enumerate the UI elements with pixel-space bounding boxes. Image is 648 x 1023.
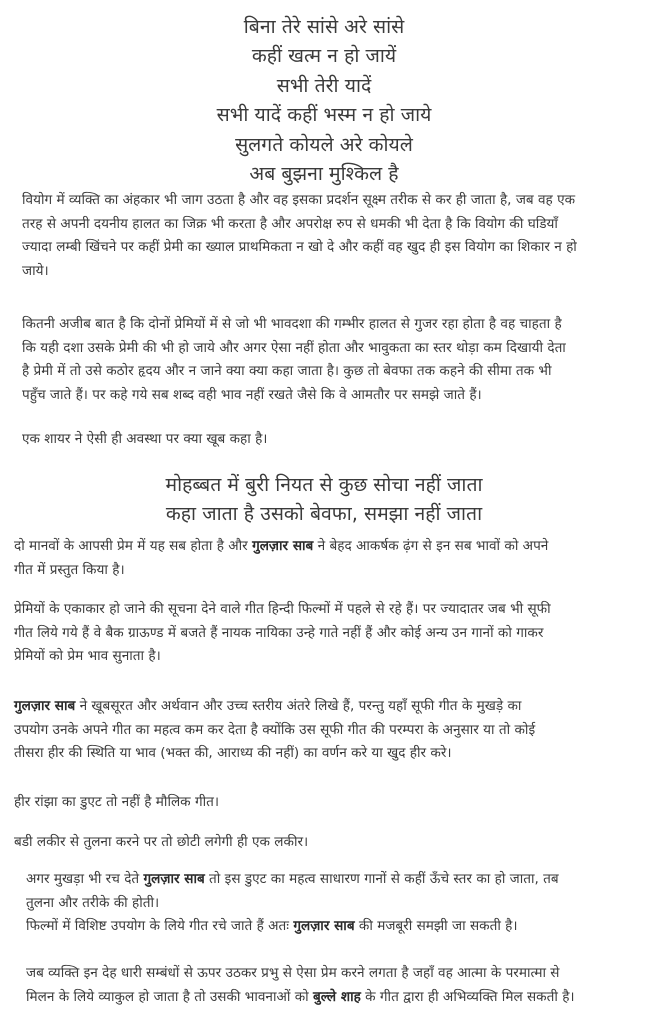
paragraph-line: कितनी अजीब बात है कि दोनों प्रेमियों में से जो भी भावदशा की गम्भीर हालत से गुजर रहा होता है वह चाहता है bbox=[22, 316, 562, 332]
sher-verse bbox=[0, 470, 648, 529]
paragraph-sufi-songs bbox=[14, 598, 551, 669]
gulzar-name: गुलज़ार साब bbox=[293, 918, 355, 934]
paragraph-line: कि यही दशा उसके प्रेमी की भी हो जाये और अगर ऐसा नहीं होता और भावुकता का स्तर थोड़ा कम दिखायी देता bbox=[22, 339, 566, 356]
verse-line: बिना तेरे सांसे अरे सांसे bbox=[243, 15, 405, 38]
paragraph-line: तुलना और तरीके की होती। bbox=[26, 894, 160, 911]
paragraph-line: अगर मुखड़ा भी रच देते गुलज़ार साब तो इस डुएट का महत्व साधारण गानों से कहीं ऊँचे स्तर का हो जाता, तब bbox=[26, 871, 559, 887]
verse-line: सभी यादें कहीं भस्म न हो जाये bbox=[216, 103, 432, 127]
gulzar-name: गुलज़ार साब bbox=[252, 538, 314, 554]
paragraph-line: दो मानवों के आपसी प्रेम में यह सब होता है और गुलज़ार साब ने बेहद आकर्षक ढ़ंग से इन सब भावों को अपने bbox=[14, 538, 549, 554]
gulzar-name: गुलज़ार साब bbox=[143, 871, 205, 887]
opening-verse bbox=[0, 12, 648, 188]
paragraph-line: मिलन के लिये व्याकुल हो जाता है तो उसकी भावनाओं को बुल्ले शाह के गीत द्वारा ही अभिव्यक्ति मिल सकती है। bbox=[26, 988, 575, 1005]
verse-line: सभी तेरी यादें bbox=[276, 73, 372, 97]
paragraph-line: गुलज़ार साब ने खूबसूरत और अर्थवान और उच्च स्तरीय अंतरे लिखे हैं, परन्तु यहाँ सूफी गीत के मुखड़े का bbox=[14, 698, 522, 714]
paragraph-line: जब व्यक्ति इन देह धारी सम्बंधों से ऊपर उठकर प्रभु से ऐसा प्रेम करने लगता है जहाँ वह आत्मा के परमात्मा से bbox=[26, 965, 560, 981]
verse-line: कहा जाता है उसको बेवफा, समझा नहीं जाता bbox=[165, 502, 483, 526]
paragraph-line: तीसरा हीर की स्थिति या भाव (भक्त की, आराध्य की नहीं) का वर्णन करे या खुद हीर करे। bbox=[14, 745, 452, 761]
paragraph-line: हीर रांझा का डुएट तो नहीं है मौलिक गीत। bbox=[14, 794, 220, 810]
paragraph-heer-ranjha bbox=[14, 791, 219, 815]
paragraph-line: गीत में प्रस्तुत किया है। bbox=[14, 561, 125, 578]
paragraph-bulleh-shah bbox=[26, 962, 575, 1009]
paragraph-lovers-state bbox=[22, 313, 566, 407]
paragraph-line: फिल्मों में विशिष्ट उपयोग के लिये गीत रचे जाते हैं अतः गुलज़ार साब की मजबूरी समझी जा सकती है। bbox=[26, 918, 518, 934]
verse-line: मोहब्बत में बुरी नियत से कुछ सोचा नहीं जाता bbox=[165, 473, 483, 496]
paragraph-line: प्रेमियों के एकाकार हो जाने की सूचना देने वाले गीत हिन्दी फिल्मों में पहले से रहे हैं। पर ज्यादातर जब भी सूफी bbox=[14, 601, 551, 617]
gulzar-name: गुलज़ार साब bbox=[14, 698, 76, 714]
paragraph-line: उपयोग उनके अपने गीत का महत्व कम कर देता है क्योंकि उस सूफी गीत की परम्परा के अनुसार या तो कोई bbox=[14, 721, 536, 738]
paragraph-separation-ego bbox=[22, 189, 577, 283]
verse-line: अब बुझना मुश्किल है bbox=[249, 162, 399, 186]
paragraph-line: है प्रेमी में तो उसे कठोर हृदय और न जाने क्या क्या कहा जाता है। कुछ तो बेवफा तक कहने की सीमा तक भी bbox=[22, 363, 552, 379]
paragraph-line: एक शायर ने ऐसी ही अवस्था पर क्या खूब कहा है। bbox=[22, 431, 268, 447]
verse-line: सुलगते कोयले अरे कोयले bbox=[235, 132, 413, 156]
paragraph-line: बडी लकीर से तुलना करने पर तो छोटी लगेगी ही एक लकीर। bbox=[14, 834, 309, 850]
paragraph-line: प्रेमियों को प्रेम भाव सुनाता है। bbox=[14, 648, 161, 664]
paragraph-gulzar-presentation bbox=[14, 535, 548, 582]
verse-line: कहीं खत्म न हो जायें bbox=[251, 44, 397, 68]
paragraph-gulzar-antara bbox=[14, 695, 535, 766]
paragraph-line: वियोग में व्यक्ति का अंहकार भी जाग उठता है और वह इसका प्रदर्शन सूक्ष्म तरीक से कर ही जाता है, जब वह एक bbox=[22, 192, 576, 208]
paragraph-mukhda-note bbox=[26, 868, 559, 939]
paragraph-line: ज्यादा लम्बी खिंचने पर कहीं प्रेमी का ख्याल प्राथमिकता न खो दे और कहीं वह खुद ही इस वियोग का शिकार न हो bbox=[22, 239, 577, 255]
bulleh-shah-name: बुल्ले शाह bbox=[312, 988, 361, 1005]
paragraph-line: जाये। bbox=[22, 262, 49, 279]
paragraph-line: गीत लिये गये हैं वे बैक ग्राऊण्ड में बजते हैं नायक नायिका उन्हे गाते नहीं हैं और कोई अन्य उन गानों को गाकर bbox=[14, 624, 544, 641]
paragraph-line: तरह से अपनी दयनीय हालत का जिक्र भी करता है और अपरोक्ष रुप से धमकी भी देता है कि वियोग की घडियाँ bbox=[22, 215, 558, 232]
paragraph-big-line bbox=[14, 831, 308, 855]
paragraph-shayar-intro bbox=[22, 428, 267, 452]
paragraph-line: पहुँच जाते हैं। पर कहे गये सब शब्द वही भाव नहीं रखते जैसे कि वे आमतौर पर समझे जाते हैं। bbox=[22, 386, 482, 403]
